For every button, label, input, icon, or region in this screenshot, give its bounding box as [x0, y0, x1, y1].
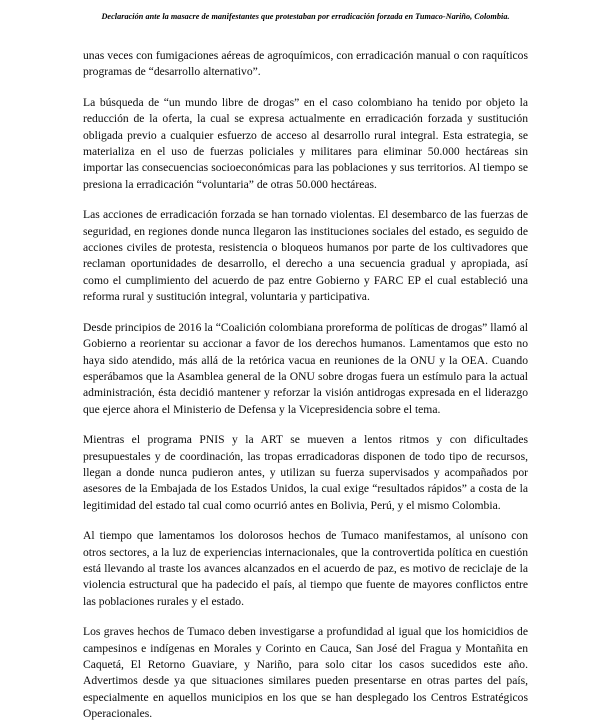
paragraph: Desde principios de 2016 la “Coalición colombiana proreforma de políticas de drogas” llamó al Gobierno a reorientar su accionar a favor de los derechos humanos. Lamentamos que esto no haya sido atendido, más allá de la retórica vacua en reuniones de la ONU y la OEA. Cuando esperábamos que la Asamblea general de la ONU sobre drogas fuera un estímulo para la actual administración, ésta decidió mantener y reforzar la visión antidrogas expresada en el liderazgo que ejerce ahora el Ministerio de Defensa y la Vicepresidencia sobre el tema.	[83, 320, 528, 416]
paragraph: Mientras el programa PNIS y la ART se mueven a lentos ritmos y con dificultades presupuestales y de coordinación, las tropas erradicadoras disponen de todo tipo de recursos, llegan a donde nunca pudieron antes, y utilizan su fuerza supervisados y acompañados por asesores de la Embajada de los Estados Unidos, la cual exige “resultados rápidos” a costa de la legitimidad del estado tal cual como ocurrió antes en Bolivia, Perú, y el mismo Colombia.	[83, 433, 528, 512]
paragraph: Las acciones de erradicación forzada se han tornado violentas. El desembarco de las fuerzas de seguridad, en regiones donde nunca llegaron las instituciones sociales del estado, es seguido de acciones civiles de protesta, resistencia o bloqueos humanos por parte de los cultivadores que reclaman oportunidades de desarrollo, el derecho a una secuencia gradual y apropiada, así como el cumplimiento del acuerdo de paz entre Gobierno y FARC EP el cual estableció una reforma rural y sustitución integral, voluntaria y participativa.	[83, 208, 528, 304]
paragraph: Al tiempo que lamentamos los dolorosos hechos de Tumaco manifestamos, al unísono con otros sectores, a la luz de experiencias internacionales, que la controvertida política en cuestión está llevando al traste los avances alcanzados en el acuerdo de paz, es motivo de reciclaje de la violencia estructural que ha padecido el país, al tiempo que fuente de mayores conflictos entre las poblaciones rurales y el estado.	[83, 529, 528, 608]
document-body	[83, 48, 528, 723]
paragraph: unas veces con fumigaciones aéreas de agroquímicos, con erradicación manual o con raquíticos programas de “desarrollo alternativo”.	[83, 49, 528, 79]
paragraph: La búsqueda de “un mundo libre de drogas” en el caso colombiano ha tenido por objeto la reducción de la oferta, la cual se expresa actualmente en erradicación forzada y sustitución obligada previo a cualquier esfuerzo de acceso al desarrollo rural integral. Esta estrategia, se materializa en el uso de fuerzas policiales y militares para eliminar 50.000 hectáreas sin importar las consecuencias socioeconómicas para las poblaciones y sus territorios. Al tiempo se presiona la erradicación “voluntaria” de otras 50.000 hectáreas.	[83, 95, 528, 191]
paragraph: Los graves hechos de Tumaco deben investigarse a profundidad al igual que los homicidios de campesinos e indígenas en Morales y Corinto en Cauca, San José del Fragua y Montañita en Caquetá, El Retorno Guaviare, y Nariño, para solo citar los casos sucedidos este año. Advertimos desde ya que situaciones similares pueden presentarse en otras partes del país, especialmente en aquellos municipios en los que se han desplegado los Centros Estratégicos Operacionales.	[83, 625, 528, 721]
page-header: Declaración ante la masacre de manifestantes que protestaban por erradicación forzada en Tumaco-Nariño, Colombia.	[101, 12, 510, 21]
